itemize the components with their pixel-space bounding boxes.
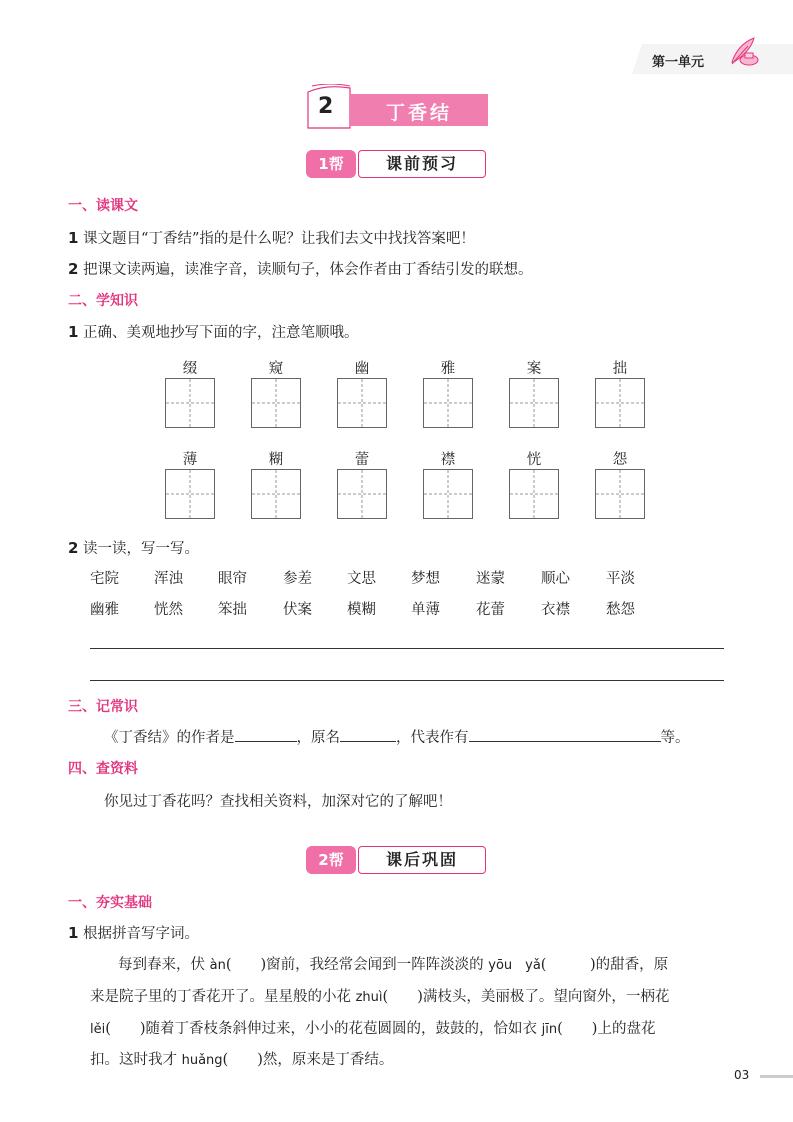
row1-char-label: 幽 bbox=[354, 361, 370, 377]
heading-learn: 二、学知识 bbox=[68, 293, 138, 309]
question-1-2: 2 把课文读两遍，读准字音，读顺句子，体会作者由丁香结引发的联想。 bbox=[68, 260, 533, 278]
blank-works[interactable] bbox=[469, 727, 661, 742]
section-badge-2: 2帮 bbox=[306, 846, 356, 874]
passage-line-3: lěi( )随着丁香枝条斜伸过来，小小的花苞圆圆的，鼓鼓的，恰如衣 jīn( )上的盘花 bbox=[90, 1021, 656, 1037]
unit-label: 第一单元 bbox=[652, 55, 705, 70]
row1-word: 参差 bbox=[283, 571, 312, 587]
row2-char-label: 蕾 bbox=[354, 452, 370, 468]
question-1-1: 1 课文题目“丁香结”指的是什么呢？让我们去文中找找答案吧！ bbox=[68, 229, 475, 247]
question-2-2: 2 读一读，写一写。 bbox=[68, 539, 200, 557]
passage-line-1: 每到春来，伏 àn( )窗前，我经常会闻到一阵阵淡淡的 yōu yǎ( )的甜香，原 bbox=[118, 957, 669, 973]
row1-writing-box[interactable] bbox=[165, 378, 215, 428]
row1-word: 浑浊 bbox=[154, 571, 183, 587]
row2-char-label: 恍 bbox=[526, 452, 542, 468]
passage-line-4: 扣。这时我才 huǎng( )然，原来是丁香结。 bbox=[90, 1052, 394, 1068]
row2-word: 幽雅 bbox=[90, 602, 119, 618]
row1-word: 梦想 bbox=[411, 571, 440, 587]
row2-word: 单薄 bbox=[411, 602, 440, 618]
row2-word: 笨拙 bbox=[218, 602, 247, 618]
lesson-title: 丁香结 bbox=[385, 102, 452, 124]
row2-word: 衣襟 bbox=[541, 602, 570, 618]
row2-writing-box[interactable] bbox=[337, 469, 387, 519]
section-title-1: 课前预习 bbox=[358, 150, 486, 178]
answer-line-1[interactable] bbox=[90, 648, 724, 649]
page-number: 03 bbox=[734, 1068, 750, 1082]
row2-writing-box[interactable] bbox=[595, 469, 645, 519]
row1-word: 眼帘 bbox=[218, 571, 247, 587]
heading-knowledge: 三、记常识 bbox=[68, 699, 138, 715]
row2-word: 愁怨 bbox=[606, 602, 635, 618]
row1-word: 文思 bbox=[347, 571, 376, 587]
row1-word: 平淡 bbox=[606, 571, 635, 587]
row2-word: 花蕾 bbox=[476, 602, 505, 618]
blank-author[interactable] bbox=[235, 727, 297, 742]
passage-line-2: 来是院子里的丁香花开了。星星般的小花 zhuì( )满枝头，美丽极了。望向窗外，一柄花 bbox=[90, 989, 670, 1005]
section-title-2: 课后巩固 bbox=[358, 846, 486, 874]
row2-writing-box[interactable] bbox=[165, 469, 215, 519]
row1-writing-box[interactable] bbox=[509, 378, 559, 428]
heading-basics: 一、夯实基础 bbox=[68, 895, 152, 911]
row1-writing-box[interactable] bbox=[251, 378, 301, 428]
row1-word: 顺心 bbox=[541, 571, 570, 587]
answer-line-2[interactable] bbox=[90, 680, 724, 681]
row2-writing-box[interactable] bbox=[509, 469, 559, 519]
row2-char-label: 襟 bbox=[440, 452, 456, 468]
row2-writing-box[interactable] bbox=[423, 469, 473, 519]
row1-word: 迷蒙 bbox=[476, 571, 505, 587]
section-badge-1: 1帮 bbox=[306, 150, 356, 178]
heading-research: 四、查资料 bbox=[68, 761, 138, 777]
row1-writing-box[interactable] bbox=[595, 378, 645, 428]
inkpot-icon bbox=[738, 48, 760, 66]
page-number-bar bbox=[760, 1075, 793, 1078]
lesson-number: 2 bbox=[318, 94, 334, 119]
row1-writing-box[interactable] bbox=[337, 378, 387, 428]
row1-word: 宅院 bbox=[90, 571, 119, 587]
row1-char-label: 雅 bbox=[440, 361, 456, 377]
heading-read-text: 一、读课文 bbox=[68, 198, 138, 214]
row2-writing-box[interactable] bbox=[251, 469, 301, 519]
question-p2-1: 1 根据拼音写字词。 bbox=[68, 924, 200, 942]
row2-word: 模糊 bbox=[347, 602, 376, 618]
blank-original-name[interactable] bbox=[340, 727, 396, 742]
row2-word: 伏案 bbox=[283, 602, 312, 618]
row1-char-label: 窥 bbox=[268, 361, 284, 377]
question-2-1: 1 正确、美观地抄写下面的字，注意笔顺哦。 bbox=[68, 323, 359, 341]
row2-word: 恍然 bbox=[154, 602, 183, 618]
row2-char-label: 薄 bbox=[182, 452, 198, 468]
row1-char-label: 拙 bbox=[612, 361, 628, 377]
row1-char-label: 案 bbox=[526, 361, 542, 377]
fill-blank-author: 《丁香结》的作者是 ，原名 ，代表作有 等。 bbox=[104, 726, 690, 747]
row1-writing-box[interactable] bbox=[423, 378, 473, 428]
research-text: 你见过丁香花吗？查找相关资料，加深对它的了解吧！ bbox=[104, 794, 452, 810]
row2-char-label: 糊 bbox=[268, 452, 284, 468]
row1-char-label: 缀 bbox=[182, 361, 198, 377]
row2-char-label: 怨 bbox=[612, 452, 628, 468]
